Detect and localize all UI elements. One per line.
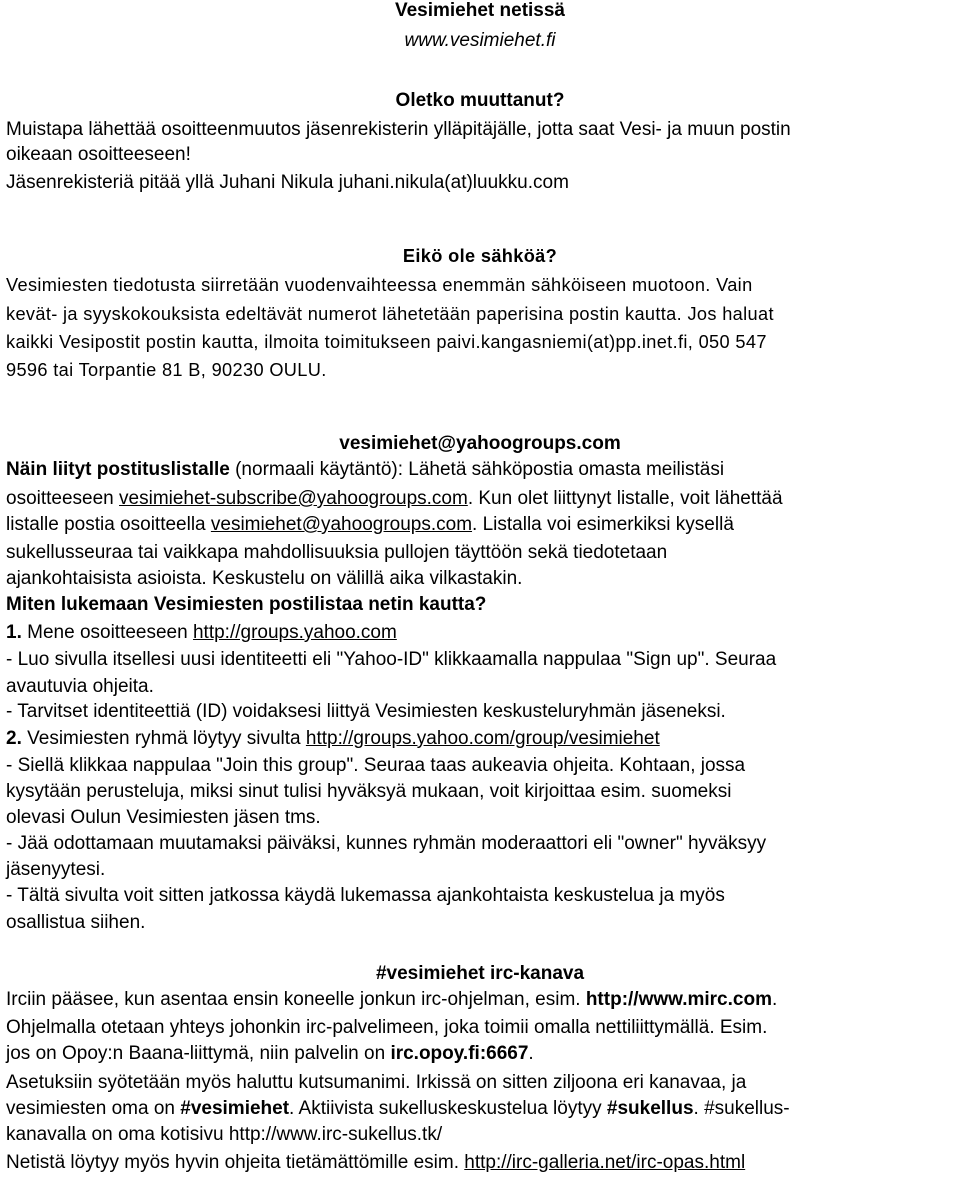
mailing-list-line-4: sukellusseuraa tai vaikkapa mahdollisuuksia pullojen täyttöön sekä tiedotetaan: [6, 542, 668, 563]
address-change-line-2: oikeaan osoitteeseen!: [6, 144, 191, 165]
mailing-list-line-2: osoitteeseen vesimiehet-subscribe@yahoogroups.com. Kun olet liittynyt listalle, voit lähettää: [6, 488, 783, 509]
step-2-line-a: - Siellä klikkaa nappulaa "Join this group". Seuraa taas aukeavia ohjeita. Kohtaan, jossa: [6, 755, 746, 776]
channel-sukellus: #sukellus: [606, 1098, 694, 1119]
mailing-list-line-3: listalle postia osoitteella vesimiehet@yahoogroups.com. Listalla voi esimerkiksi kysellä: [6, 514, 734, 535]
subscribe-email-link[interactable]: vesimiehet-subscribe@yahoogroups.com: [119, 488, 468, 509]
irc-line-5: vesimiesten oma on #vesimiehet. Aktiivista sukelluskeskustelua löytyy #sukellus. #sukellus-: [6, 1098, 790, 1119]
irc-line-1: Irciin pääsee, kun asentaa ensin koneelle jonkun irc-ohjelman, esim. http://www.mirc.com.: [6, 989, 778, 1010]
howto-heading: Miten lukemaan Vesimiesten postilistaa netin kautta?: [6, 594, 487, 615]
yahoo-groups-link[interactable]: http://groups.yahoo.com: [192, 622, 397, 643]
step-1-number: 1.: [6, 622, 22, 643]
mailing-list-line-1: Näin liityt postituslistalle (normaali käytäntö): Lähetä sähköpostia omasta meilistäsi: [6, 459, 725, 480]
step-1-line-a: - Luo sivulla itsellesi uusi identiteetti eli "Yahoo-ID" klikkaamalla nappulaa "Sign up". Seuraa: [6, 649, 777, 670]
step-2-line-f: - Tältä sivulta voit sitten jatkossa käydä lukemassa ajankohtaista keskustelua ja myös: [6, 885, 725, 906]
step-1-line-b: avautuvia ohjeita.: [6, 676, 154, 697]
irc-line-4: Asetuksiin syötetään myös haluttu kutsumanimi. Irkissä on sitten ziljoona eri kanavaa, ja: [6, 1072, 747, 1093]
irc-guide-link[interactable]: http://irc-galleria.net/irc-opas.html: [464, 1152, 746, 1173]
no-email-line-4: 9596 tai Torpantie 81 B, 90230 OULU.: [6, 360, 327, 380]
step-2-number: 2.: [6, 728, 22, 749]
irc-line-6: kanavalla on oma kotisivu http://www.irc-sukellus.tk/: [6, 1124, 443, 1145]
address-change-line-1: Muistapa lähettää osoitteenmuutos jäsenrekisterin ylläpitäjälle, jotta saat Vesi- ja muun postin: [6, 119, 791, 140]
irc-line-7: Netistä löytyy myös hyvin ohjeita tietämättömille esim. http://irc-galleria.net/irc-opas.html: [6, 1152, 746, 1173]
step-2-line-d: - Jää odottamaan muutamaksi päiväksi, kunnes ryhmän moderaattori eli "owner" hyväksyy: [6, 833, 767, 854]
step-1: 1. Mene osoitteeseen http://groups.yahoo.com: [6, 622, 397, 643]
no-email-line-3: kaikki Vesipostit postin kautta, ilmoita toimitukseen paivi.kangasniemi(at)pp.inet.fi, 050 547: [6, 332, 767, 352]
irc-line-3: jos on Opoy:n Baana-liittymä, niin palvelin on irc.opoy.fi:6667.: [6, 1043, 534, 1064]
no-email-line-1: Vesimiesten tiedotusta siirretään vuodenvaihteessa enemmän sähköiseen muotoon. Vain: [6, 275, 753, 295]
site-url: www.vesimiehet.fi: [404, 30, 556, 51]
step-2-line-e: jäsenyytesi.: [6, 859, 106, 880]
step-2: 2. Vesimiesten ryhmä löytyy sivulta http://groups.yahoo.com/group/vesimiehet: [6, 728, 660, 749]
mirc-url: http://www.mirc.com: [585, 989, 772, 1010]
address-change-heading: Oletko muuttanut?: [395, 90, 565, 111]
mailing-list-line-5: ajankohtaisista asioista. Keskustelu on välillä aika vilkastakin.: [6, 568, 523, 589]
irc-line-2: Ohjelmalla otetaan yhteys johonkin irc-palvelimeen, joka toimii omalla nettiliittymällä. Esim.: [6, 1017, 768, 1038]
irc-heading: #vesimiehet irc-kanava: [375, 963, 585, 984]
step-1-line-c: - Tarvitset identiteettiä (ID) voidaksesi liittyä Vesimiesten keskusteluryhmän jäseneksi.: [6, 701, 726, 722]
page-title: Vesimiehet netissä: [394, 0, 566, 21]
no-email-heading: Eikö ole sähköä?: [402, 246, 558, 266]
channel-vesimiehet: #vesimiehet: [180, 1098, 290, 1119]
vesimiehet-group-link[interactable]: http://groups.yahoo.com/group/vesimiehet: [305, 728, 660, 749]
list-email-link[interactable]: vesimiehet@yahoogroups.com: [210, 514, 473, 535]
address-change-line-3: Jäsenrekisteriä pitää yllä Juhani Nikula juhani.nikula(at)luukku.com: [6, 172, 569, 193]
mailing-list-heading: vesimiehet@yahoogroups.com: [339, 433, 621, 454]
join-list-label: Näin liityt postituslistalle: [6, 459, 230, 480]
step-2-line-c: olevasi Oulun Vesimiesten jäsen tms.: [6, 807, 321, 828]
step-2-line-b: kysytään perusteluja, miksi sinut tulisi hyväksyä mukaan, voit kirjoittaa esim. suomeksi: [6, 781, 732, 802]
no-email-line-2: kevät- ja syyskokouksista edeltävät numerot lähetetään paperisina postin kautta. Jos haluat: [6, 304, 774, 324]
irc-server: irc.opoy.fi:6667: [390, 1043, 529, 1064]
step-2-line-g: osallistua siihen.: [6, 912, 146, 933]
